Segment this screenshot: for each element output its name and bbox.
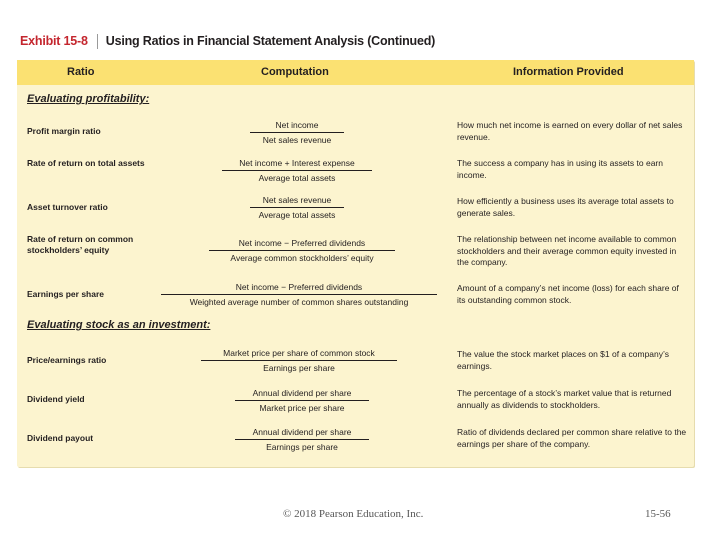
formula — [250, 119, 344, 146]
formula-denominator: Market price per share — [259, 403, 345, 413]
formula-numerator: Annual dividend per share — [252, 427, 352, 437]
formula — [250, 194, 344, 221]
page-number: 15-56 — [645, 508, 671, 520]
exhibit-label: Exhibit 15-8 — [20, 34, 88, 48]
info-text: The percentage of a stock’s market value that is returned annually as dividends to stockholders. — [457, 388, 672, 410]
header-ratio: Ratio — [67, 66, 95, 78]
formula-denominator: Earnings per share — [263, 363, 335, 373]
formula-denominator: Net sales revenue — [262, 135, 332, 145]
ratio-name: Profit margin ratio — [27, 126, 101, 136]
ratio-table — [17, 60, 694, 467]
ratio-name: Dividend payout — [27, 433, 94, 443]
formula — [235, 387, 369, 414]
info-text: The value the stock market places on $1 of a company’s earnings. — [457, 349, 669, 371]
header-computation: Computation — [261, 66, 329, 78]
table-header — [17, 60, 694, 85]
ratio-name: Earnings per share — [27, 289, 105, 299]
section-stock: Evaluating stock as an investment: — [27, 319, 211, 331]
formula-denominator: Average common stockholders’ equity — [230, 253, 374, 263]
formula — [209, 237, 395, 264]
info-text: Amount of a company’s net income (loss) for each share of its outstanding common stock. — [457, 283, 679, 305]
exhibit-header — [20, 33, 435, 49]
formula-numerator: Net income — [275, 120, 319, 130]
ratio-name: Dividend yield — [27, 394, 85, 404]
formula — [235, 426, 369, 453]
header-information: Information Provided — [513, 66, 624, 78]
formula-numerator: Market price per share of common stock — [223, 348, 375, 358]
formula — [201, 347, 397, 374]
info-text: How much net income is earned on every dollar of net sales revenue. — [457, 120, 683, 142]
formula-numerator: Net income + Interest expense — [239, 158, 355, 168]
formula-numerator: Net sales revenue — [262, 195, 332, 205]
section-profitability: Evaluating profitability: — [27, 93, 150, 105]
formula-numerator: Net income − Preferred dividends — [238, 238, 366, 248]
formula-numerator: Annual dividend per share — [252, 388, 352, 398]
info-text: The success a company has in using its assets to earn income. — [457, 158, 663, 180]
formula-denominator: Average total assets — [258, 210, 336, 220]
formula-denominator: Earnings per share — [266, 442, 338, 452]
ratio-name: Rate of return on common stockholders’ equity — [27, 234, 134, 255]
info-text: Ratio of dividends declared per common share relative to the earnings per share of the company. — [457, 427, 687, 449]
ratio-name: Asset turnover ratio — [27, 202, 108, 212]
info-text: How efficiently a business uses its average total assets to generate sales. — [457, 196, 674, 218]
ratio-name: Rate of return on total assets — [27, 158, 145, 168]
ratio-name: Price/earnings ratio — [27, 355, 107, 365]
exhibit-title: Using Ratios in Financial Statement Analysis (Continued) — [105, 34, 436, 48]
formula-denominator: Average total assets — [258, 173, 336, 183]
copyright-notice: © 2018 Pearson Education, Inc. — [283, 508, 424, 520]
formula-numerator: Net income − Preferred dividends — [235, 282, 363, 292]
info-text: The relationship between net income available to common stockholders and their average common equity invested in the company. — [457, 234, 677, 267]
formula-denominator: Weighted average number of common shares outstanding — [189, 297, 409, 307]
formula — [222, 157, 372, 184]
exhibit-divider — [97, 34, 98, 49]
formula — [161, 281, 437, 308]
